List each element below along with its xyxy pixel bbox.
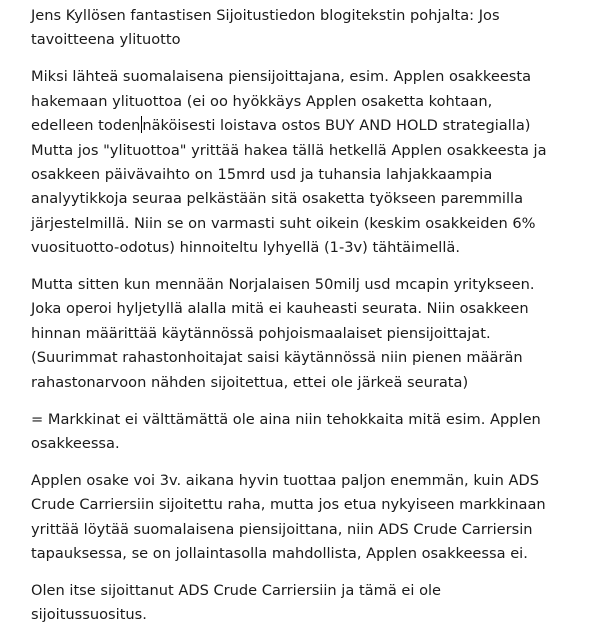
paragraph-norwegian-company bbox=[31, 273, 601, 395]
paragraph-apple bbox=[31, 65, 601, 260]
text-before-caret: edelleen toden bbox=[31, 117, 141, 135]
text-line: Jens Kyllösen fantastisen Sijoitustiedon blogitekstin pohjalta: Jos bbox=[31, 7, 500, 24]
text-line-with-caret bbox=[31, 114, 601, 138]
paragraph-markets bbox=[31, 408, 601, 457]
text-line: rahastonarvoon nähden sijoitettua, ettei ole järkeä seurata) bbox=[31, 373, 469, 391]
text-line: osakkeessa. bbox=[31, 435, 120, 452]
paragraph-intro bbox=[31, 4, 601, 53]
text-line: Joka operoi hyljetyllä alalla mitä ei kauheasti seurata. Niin osakkeen bbox=[31, 300, 529, 318]
text-after-caret: näköisesti loistava ostos BUY AND HOLD strategialla) bbox=[142, 117, 531, 135]
text-line: järjestelmillä. Niin se on varmasti suht oikein (keskim osakkeiden 6% bbox=[31, 214, 536, 232]
text-line: Mutta jos "ylituottoa" yrittää hakea tällä hetkellä Applen osakkeesta ja bbox=[31, 141, 547, 159]
text-line: hinnan määrittää käytännössä pohjoismaalaiset piensijoittajat. bbox=[31, 324, 491, 342]
text-line: Crude Carriersiin sijoitettu raha, mutta jos etua nykyiseen markkinaan bbox=[31, 496, 546, 514]
text-line: sijoitussuositus. bbox=[31, 606, 147, 624]
text-line: analyytikkoja seuraa pelkästään sitä osaketta työkseen paremmilla bbox=[31, 190, 524, 208]
text-line: Mutta sitten kun mennään Norjalaisen 50milj usd mcapin yritykseen. bbox=[31, 276, 535, 294]
text-line: Applen osake voi 3v. aikana hyvin tuottaa paljon enemmän, kuin ADS bbox=[31, 471, 540, 489]
paragraph-disclaimer bbox=[31, 579, 601, 628]
text-line: = Markkinat ei välttämättä ole aina niin tehokkaita mitä esim. Applen bbox=[31, 410, 541, 428]
text-line: osakkeen päivävaihto on 15mrd usd ja tuhansia lahjakkaampia bbox=[31, 165, 493, 183]
text-line: yrittää löytää suomalaisena piensijoittana, niin ADS Crude Carriersin bbox=[31, 520, 533, 538]
text-line: (Suurimmat rahastonhoitajat saisi käytännössä niin pienen määrän bbox=[31, 349, 523, 367]
text-line: Olen itse sijoittanut ADS Crude Carriersiin ja tämä ei ole bbox=[31, 582, 442, 600]
document-body[interactable] bbox=[31, 4, 601, 640]
paragraph-comparison bbox=[31, 469, 601, 567]
text-line: Miksi lähteä suomalaisena piensijoittajana, esim. Applen osakkeesta bbox=[31, 68, 532, 86]
text-line: tapauksessa, se on jollaintasolla mahdollista, Applen osakkeessa ei. bbox=[31, 545, 528, 563]
text-line: hakemaan ylituottoa (ei oo hyökkäys Applen osaketta kohtaan, bbox=[31, 92, 493, 110]
text-line: tavoitteena ylituotto bbox=[31, 31, 181, 49]
text-line: vuosituotto-odotus) hinnoiteltu lyhyellä (1-3v) tähtäimellä. bbox=[31, 239, 460, 257]
